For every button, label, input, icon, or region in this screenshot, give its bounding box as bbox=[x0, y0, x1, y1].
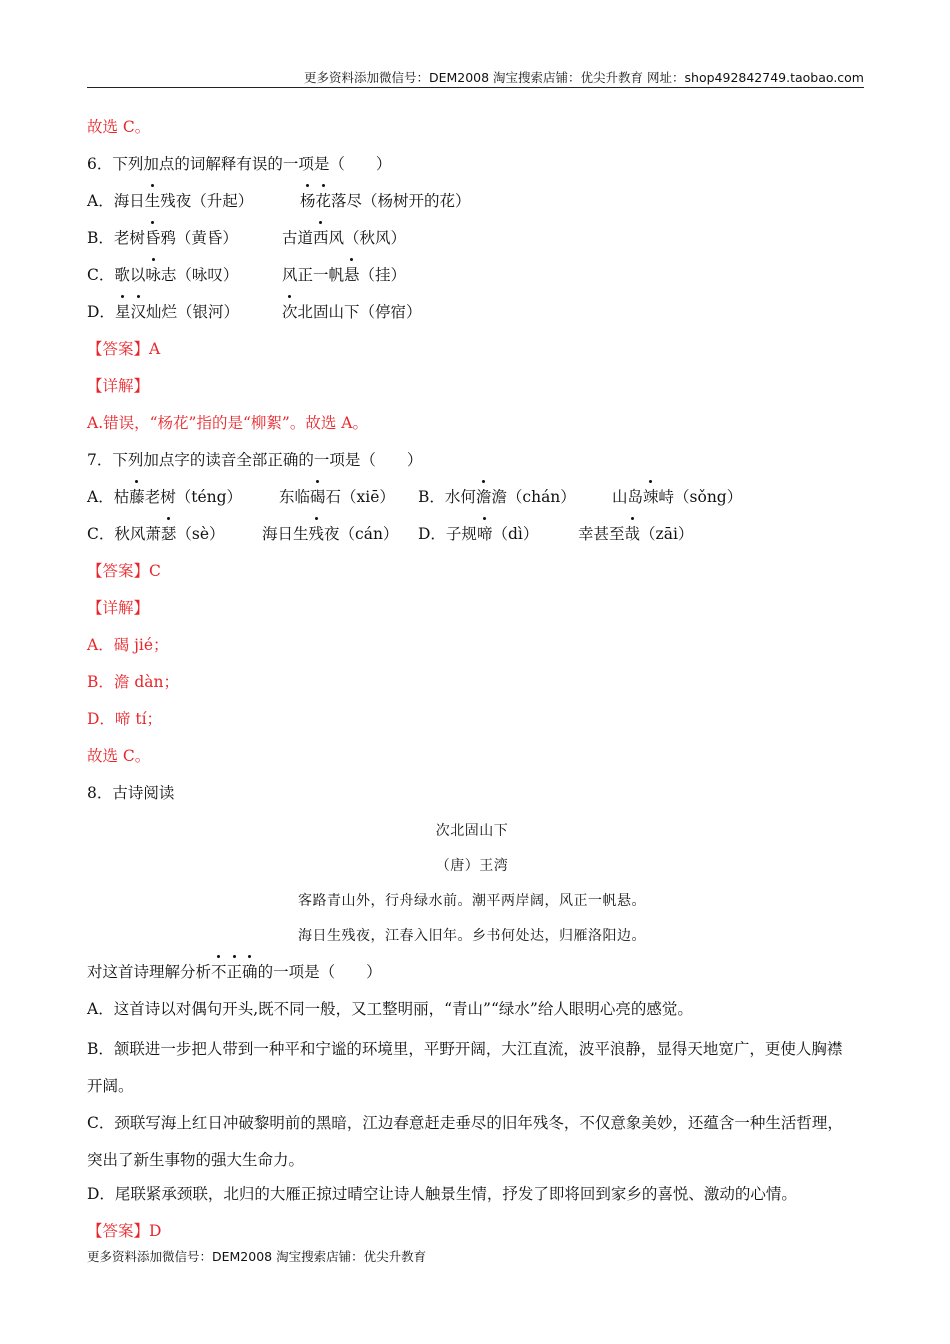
q6-d-part2: 次北固山下（停宿） bbox=[282, 297, 422, 327]
q6-option-c bbox=[87, 260, 857, 297]
emphasis-dot-char: 啼 bbox=[477, 519, 493, 549]
q8-option-c: C．颈联写海上红日冲破黎明前的黑暗，江边春意赶走垂尽的旧年残冬，不仅意象美妙，还蕴含一种生活哲理，突出了新生事物的强大生命力。 bbox=[87, 1114, 843, 1169]
q6-detail-label: 【详解】 bbox=[87, 377, 150, 395]
q7-stem: 7．下列加点字的读音全部正确的一项是（ ） bbox=[87, 451, 423, 469]
q7-d-part2: 幸甚至哉（zāi） bbox=[578, 519, 693, 549]
q7-detail-a: A．碣 jié； bbox=[87, 636, 169, 654]
q6-b-part2: 古道西风（秋风） bbox=[282, 223, 406, 253]
poem-line-2: 海日生残夜，江春入旧年。乡书何处达，归雁洛阳边。 bbox=[298, 928, 646, 944]
emphasis-dot-char: 澹 bbox=[476, 482, 492, 512]
q8-option-a: A．这首诗以对偶句开头,既不同一般，又工整明丽，“青山”“绿水”给人眼明心亮的感觉。 bbox=[87, 1000, 693, 1018]
emphasis-dot-char: 碣 bbox=[310, 482, 326, 512]
q8-option-b: B．颔联进一步把人带到一种平和宁谧的环境里，平野开阔，大江直流，波平浪静，显得天地宽广，更使人胸襟开阔。 bbox=[87, 1040, 843, 1095]
emphasis-dot-char: 竦 bbox=[643, 482, 659, 512]
emphasis-dot-char: 星 bbox=[115, 297, 131, 327]
page-footer: 更多资料添加微信号：DEM2008 淘宝搜索店铺：优尖升教育 bbox=[87, 1249, 427, 1264]
emphasis-dot-char: 正 bbox=[227, 957, 243, 987]
emphasis-dot-char: 昏 bbox=[145, 223, 161, 253]
prev-conclusion: 故选 C。 bbox=[87, 118, 151, 136]
emphasis-dot-char: 西 bbox=[313, 223, 329, 253]
q8-question: 对这首诗理解分析不正确的一项是（ ） bbox=[87, 957, 857, 994]
emphasis-dot-char: 次 bbox=[282, 297, 298, 327]
emphasis-dot-char: 瑟 bbox=[161, 519, 177, 549]
poem-title: 次北固山下 bbox=[435, 823, 509, 839]
q8-stem: 8．古诗阅读 bbox=[87, 784, 175, 802]
page-content bbox=[87, 112, 857, 1253]
q7-options-cd bbox=[87, 519, 857, 556]
q7-c-part2: 海日生残夜（cán） bbox=[262, 519, 418, 549]
q7-detail-d: D．啼 tí； bbox=[87, 710, 163, 728]
q6-answer: 【答案】A bbox=[87, 340, 161, 358]
q8-option-d: D．尾联紧承颈联，北归的大雁正掠过晴空让诗人触景生情，抒发了即将回到家乡的喜悦、激动的心情。 bbox=[87, 1185, 797, 1203]
emphasis-dot-char: 悬 bbox=[344, 260, 360, 290]
q6-detail: A.错误，“杨花”指的是“柳絮”。故选 A。 bbox=[87, 414, 368, 432]
q7-detail-b: B．澹 dàn； bbox=[87, 673, 179, 691]
emphasis-dot-char: 杨 bbox=[300, 186, 316, 216]
q7-conclusion: 故选 C。 bbox=[87, 747, 151, 765]
q6-option-b bbox=[87, 223, 857, 260]
q6-b-part1: B．老树昏鸦（黄昏） bbox=[87, 223, 282, 253]
poem-author: （唐）王湾 bbox=[435, 858, 509, 874]
q6-a-part1: A．海日生残夜（升起） bbox=[87, 186, 272, 216]
emphasis-dot-char: 藤 bbox=[129, 482, 145, 512]
q7-d-part1: D．子规啼（dì） bbox=[418, 519, 578, 549]
emphasis-dot-char: 确 bbox=[242, 957, 258, 987]
q7-answer: 【答案】C bbox=[87, 562, 161, 580]
q6-stem: 6．下列加点的词解释有误的一项是（ ） bbox=[87, 155, 392, 173]
q7-c-part1: C．秋风萧瑟（sè） bbox=[87, 519, 262, 549]
emphasis-dot-char: 不 bbox=[211, 957, 227, 987]
emphasis-dot-char: 汉 bbox=[130, 297, 146, 327]
q6-c-part2: 风正一帆悬（挂） bbox=[282, 260, 406, 290]
page-header: 更多资料添加微信号：DEM2008 淘宝搜索店铺：优尖升教育 网址：shop492842749.taobao.com bbox=[303, 70, 864, 85]
emphasis-dot-char: 哉 bbox=[625, 519, 641, 549]
q7-b-part1: B．水何澹澹（chán） bbox=[418, 482, 612, 512]
emphasis-dot-char: 生 bbox=[145, 186, 161, 216]
q7-b-part2: 山岛竦峙（sǒng） bbox=[612, 482, 742, 512]
emphasis-dot-char: 残 bbox=[309, 519, 325, 549]
q7-a-part2: 东临碣石（xiē） bbox=[279, 482, 418, 512]
q6-c-part1: C．歌以咏志（咏叹） bbox=[87, 260, 282, 290]
q7-options-ab bbox=[87, 482, 857, 519]
q6-option-d bbox=[87, 297, 857, 334]
header-divider bbox=[87, 87, 864, 88]
q8-answer: 【答案】D bbox=[87, 1222, 162, 1240]
q6-a-part2: 杨花落尽（杨树开的花） bbox=[272, 186, 471, 216]
emphasis-dot-char: 花 bbox=[316, 186, 332, 216]
poem-line-1: 客路青山外，行舟绿水前。潮平两岸阔，风正一帆悬。 bbox=[298, 893, 646, 909]
q7-detail-label: 【详解】 bbox=[87, 599, 150, 617]
q7-a-part1: A．枯藤老树（téng） bbox=[87, 482, 279, 512]
q6-option-a bbox=[87, 186, 857, 223]
emphasis-dot-char: 咏 bbox=[145, 260, 161, 290]
q6-d-part1: D．星汉灿烂（银河） bbox=[87, 297, 282, 327]
